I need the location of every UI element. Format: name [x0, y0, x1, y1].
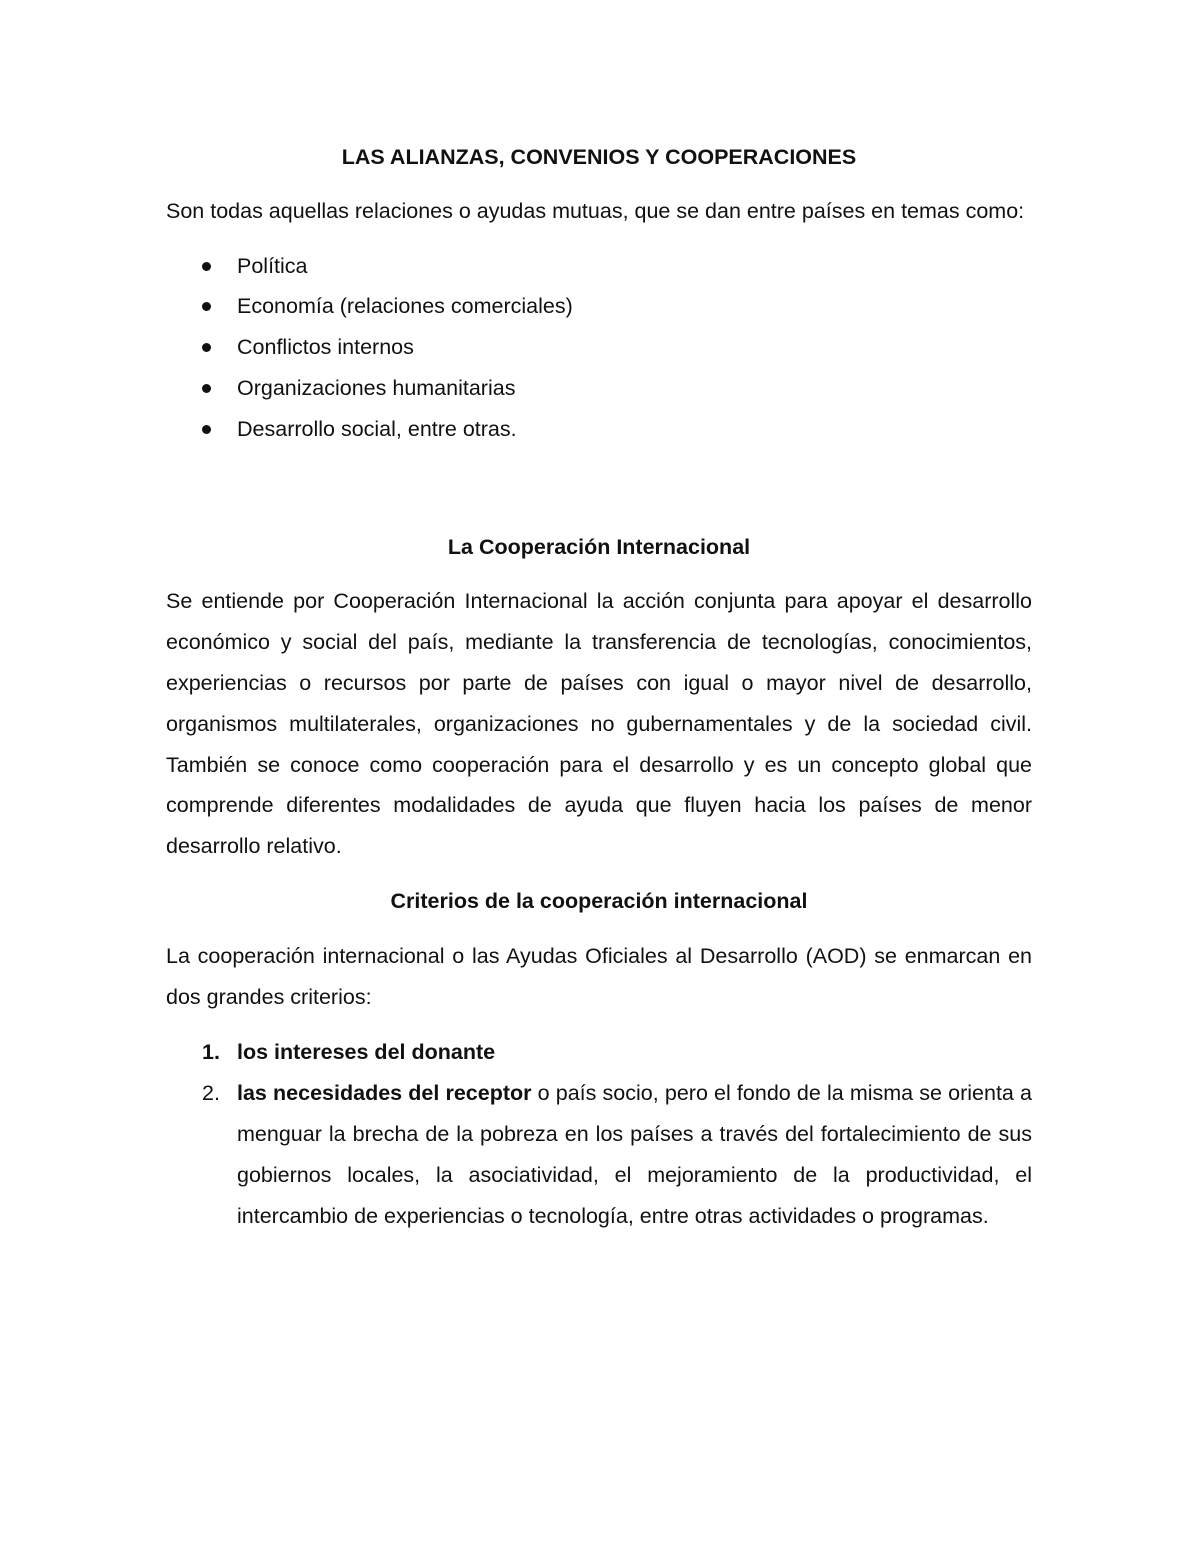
bullet-icon	[202, 343, 211, 352]
list-item	[166, 286, 1032, 327]
section-paragraph: Se entiende por Cooperación Internacional la acción conjunta para apoyar el desarrollo económico y social del país, mediante la transferencia de tecnologías, conocimientos, experiencias o recursos por parte de países con igual o mayor nivel de desarrollo, organismos multilaterales, organizaciones no gubernamentales y de la sociedad civil. También se conoce como cooperación para el desarrollo y es un concepto global que comprende diferentes modalidades de ayuda que fluyen hacia los países de menor desarrollo relativo.	[166, 589, 1032, 859]
criteria-list	[166, 1032, 1032, 1236]
document-title: LAS ALIANZAS, CONVENIOS Y COOPERACIONES	[341, 145, 857, 169]
list-item	[166, 1073, 1032, 1236]
section-heading: Criterios de la cooperación internacional	[390, 888, 808, 913]
list-item	[166, 327, 1032, 368]
list-number: 1.	[202, 1040, 220, 1065]
list-item	[166, 1032, 1032, 1073]
section-heading: La Cooperación Internacional	[447, 534, 751, 559]
list-item-text: Organizaciones humanitarias	[237, 375, 516, 400]
criterion-text: o país socio, pero el fondo de la misma se orienta a menguar la brecha de la pobreza en los países a través del fortalecimiento de sus gobiernos locales, la asociatividad, el mejoramiento de la productividad, el intercambio de experiencias o tecnología, entre otras actividades o programas.	[237, 1081, 1032, 1228]
list-item-text: Conflictos internos	[237, 335, 414, 360]
document-content	[166, 137, 1032, 1236]
criterion-title: los intereses del donante	[237, 1040, 496, 1065]
bullet-icon	[202, 425, 211, 434]
list-item-text: Política	[237, 253, 308, 278]
bullet-icon	[202, 302, 211, 311]
criterion-title: las necesidades del receptor	[237, 1081, 532, 1106]
list-item	[166, 368, 1032, 409]
list-item-text: Economía (relaciones comerciales)	[237, 294, 573, 319]
section-paragraph: La cooperación internacional o las Ayudas Oficiales al Desarrollo (AOD) se enmarcan en dos grandes criterios:	[166, 943, 1032, 1009]
bullet-icon	[202, 384, 211, 393]
bullet-icon	[202, 262, 211, 271]
topics-list	[166, 246, 1032, 450]
list-item	[166, 246, 1032, 287]
list-item	[166, 409, 1032, 450]
list-number: 2.	[202, 1081, 220, 1106]
list-item-text: Desarrollo social, entre otras.	[237, 416, 517, 441]
intro-paragraph: Son todas aquellas relaciones o ayudas mutuas, que se dan entre países en temas como:	[166, 198, 1025, 223]
